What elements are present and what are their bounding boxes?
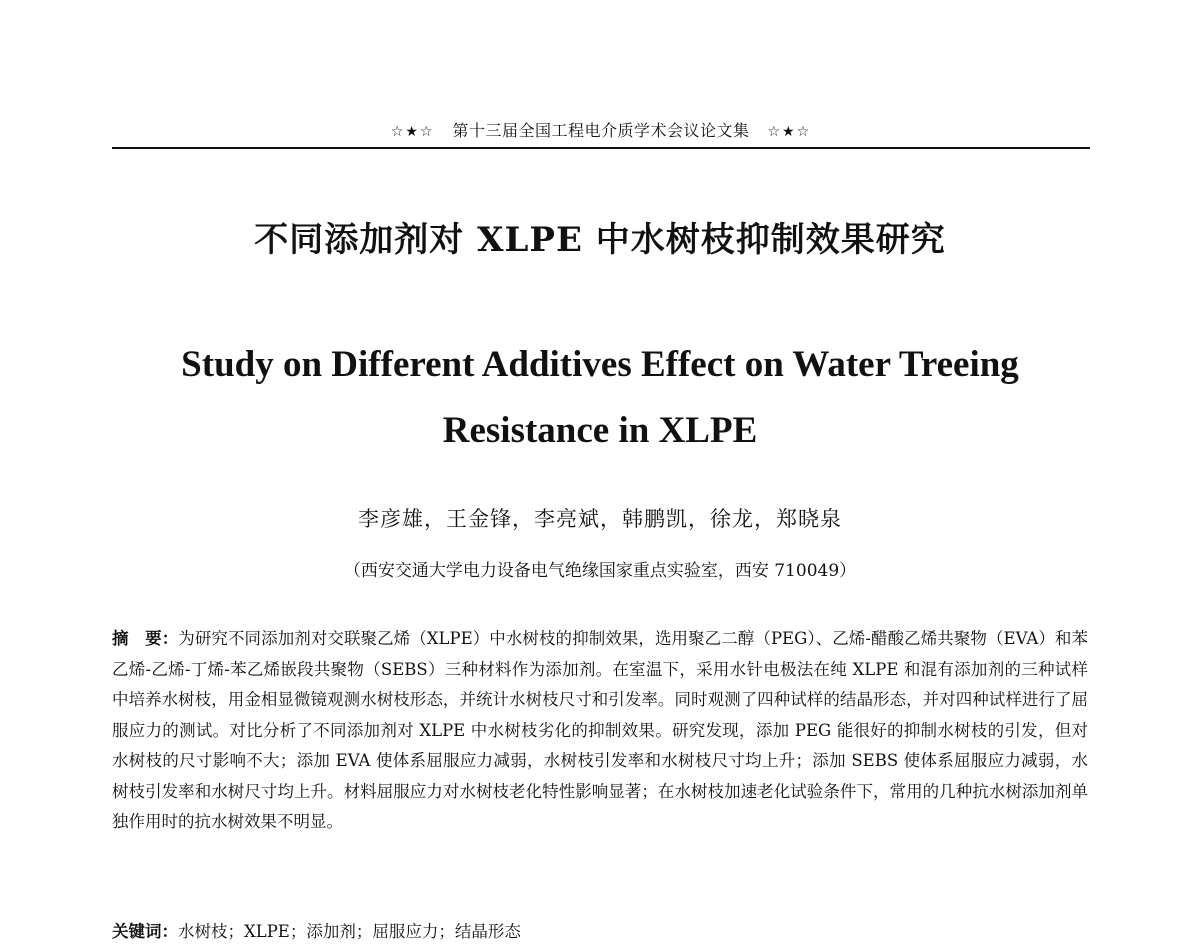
- running-header: [112, 118, 1090, 141]
- title-english-line-1: Study on Different Additives Effect on Water Treeing: [181, 344, 1019, 385]
- abstract-label: 摘 要：: [112, 629, 179, 648]
- abstract: [112, 624, 1088, 838]
- affiliation: （西安交通大学电力设备电气绝缘国家重点实验室，西安 710049）: [343, 561, 857, 581]
- title-chinese: 不同添加剂对 XLPE 中水树枝抑制效果研究: [254, 220, 946, 260]
- header-text: 第十三届全国工程电介质学术会议论文集: [452, 121, 750, 140]
- title-english: [0, 332, 1200, 464]
- keywords: [112, 918, 1088, 946]
- abstract-text: 为研究不同添加剂对交联聚乙烯（XLPE）中水树枝的抑制效果，选用聚乙二醇（PEG）、乙烯-醋酸乙烯共聚物（EVA）和苯乙烯-乙烯-丁烯-苯乙烯嵌段共聚物（SEBS）三种材料作为添加剂。在室温下，采用水针电极法在纯 XLPE 和混有添加剂的三种试样中培养水树枝，用金相显微镜观测水树枝形态，并统计水树枝尺寸和引发率。同时观测了四种试样的结晶形态，并对四种试样进行了屈服应力的测试。对比分析了不同添加剂对 XLPE 中水树枝劣化的抑制效果。研究发现，添加 PEG 能很好的抑制水树枝的引发，但对水树枝的尺寸影响不大；添加 EVA 使体系屈服应力减弱，水树枝引发率和水树枝尺寸均上升；添加 SEBS 使体系屈服应力减弱，水树枝引发率和水树尺寸均上升。材料屈服应力对水树枝老化特性影响显著；在水树枝加速老化试验条件下，常用的几种抗水树添加剂单独作用时的抗水树效果不明显。: [112, 629, 1089, 831]
- header-stars-left: ☆★☆: [390, 124, 435, 140]
- title-english-line-2: Resistance in XLPE: [442, 410, 758, 451]
- header-stars-right: ☆★☆: [767, 124, 812, 140]
- keywords-label: 关键词：: [112, 922, 178, 941]
- keywords-text: 水树枝；XLPE；添加剂；屈服应力；结晶形态: [178, 922, 521, 941]
- authors: 李彦雄，王金锋，李亮斌，韩鹏凯，徐龙，郑晓泉: [358, 507, 842, 531]
- header-rule: [112, 147, 1090, 149]
